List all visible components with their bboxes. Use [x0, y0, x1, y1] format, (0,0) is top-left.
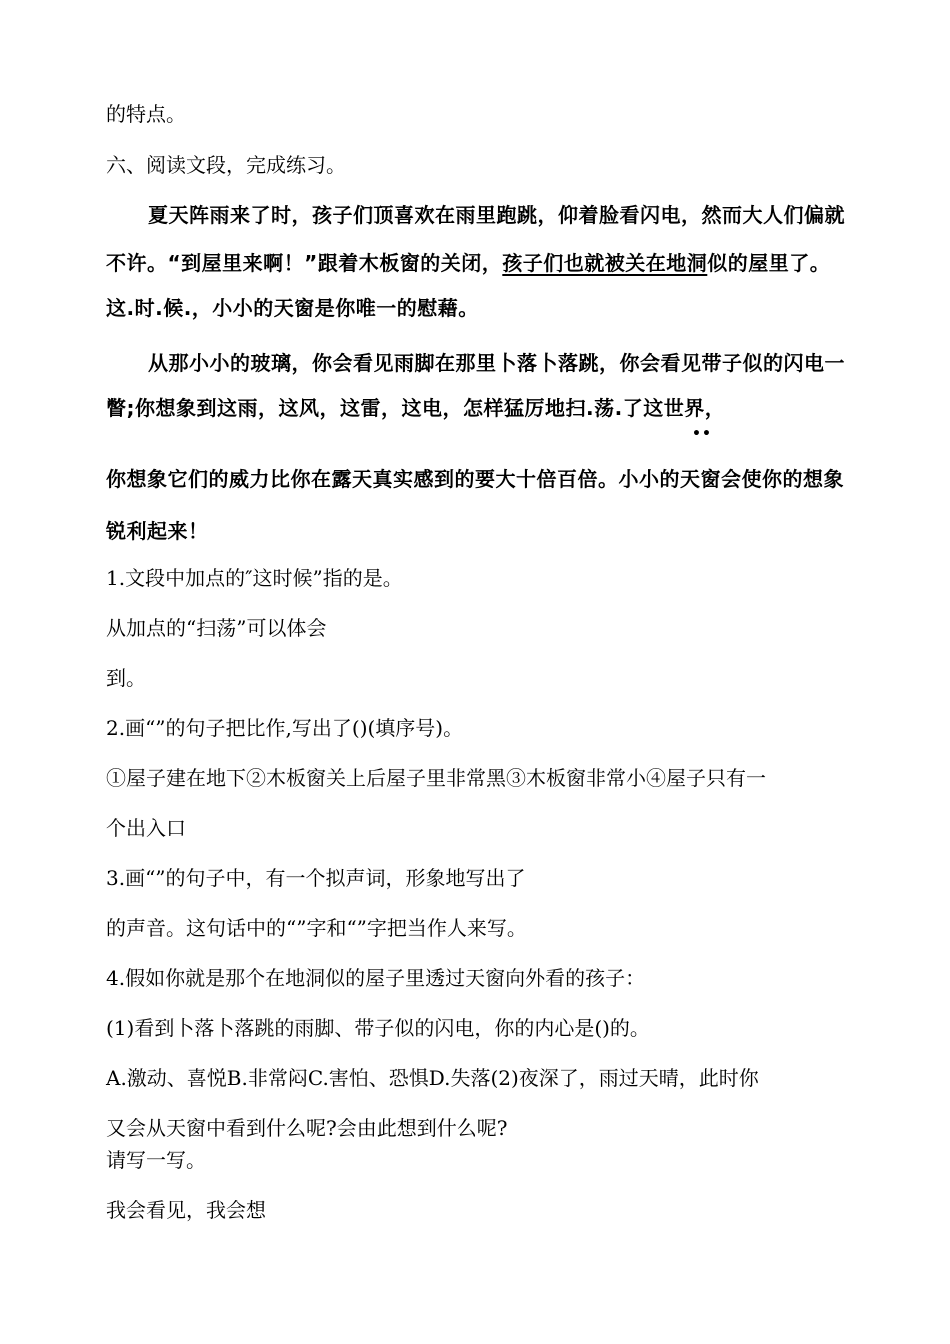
passage-paragraph-2-line-3: 你想象它们的威力比你在露天真实感到的要大十倍百倍。小小的天窗会使你的想象: [106, 467, 844, 491]
question-3: 3.画“”的句子中，有一个拟声词，形象地写出了: [106, 866, 526, 890]
passage-paragraph-2-line-2: 瞥;你想象到这雨，这风，这雷，这电，怎样猛厉地扫.荡.了这世界，: [106, 396, 726, 420]
question-3-cont: 的声音。这句话中的“”字和“”字把当作人来写。: [106, 916, 527, 940]
question-1-part-2-cont: 到。: [106, 666, 146, 690]
passage-paragraph-1-line-1: 夏天阵雨来了时，孩子们顶喜欢在雨里跑跳，仰着脸看闪电，然而大人们偏就: [148, 203, 845, 227]
question-2: 2.画“”的句子把比作,写出了()(填序号)。: [106, 716, 464, 740]
emphasis-dots: ••: [692, 426, 712, 442]
question-1: 1.文段中加点的″这时候”指的是。: [106, 566, 403, 590]
answer-prompt: 我会看见，我会想: [106, 1198, 266, 1222]
passage-paragraph-1-line-3: 这.时.候.，小小的天窗是你唯一的慰藉。: [106, 296, 479, 320]
underlined-sentence: 孩子们也就被关在地洞: [502, 251, 708, 275]
question-1-part-2: 从加点的“扫荡”可以体会: [106, 616, 327, 640]
passage-paragraph-2-line-1: 从那小小的玻璃，你会看见雨脚在那里卜落卜落跳，你会看见带子似的闪电一: [148, 351, 845, 375]
passage-text: 不许。“到屋里来啊！”跟着木板窗的关闭，: [106, 251, 503, 275]
question-4: 4.假如你就是那个在地洞似的屋子里透过天窗向外看的孩子：: [106, 966, 646, 990]
passage-paragraph-2-line-4: 锐利起来！: [106, 519, 209, 543]
question-4-choices: A.激动、喜悦B.非常闷C.害怕、恐惧D.失落(2)夜深了，雨过天晴，此时你: [106, 1066, 759, 1090]
question-2-options-cont: 个出入口: [106, 816, 186, 840]
passage-text: 似的屋里了。: [707, 251, 831, 275]
text-line-continuation: 的特点。: [106, 102, 186, 126]
section-heading: 六、阅读文段，完成练习。: [106, 153, 346, 177]
question-4-part-2: 又会从天窗中看到什么呢?会由此想到什么呢?: [106, 1116, 508, 1140]
passage-paragraph-1-line-2: [106, 250, 866, 276]
question-2-options: ①屋子建在地下②木板窗关上后屋子里非常黑③木板窗非常小④屋子只有一: [106, 766, 766, 790]
question-4-instruction: 请写一写。: [106, 1148, 206, 1172]
question-4-part-1: (1)看到卜落卜落跳的雨脚、带子似的闪电，你的内心是()的。: [106, 1016, 650, 1040]
